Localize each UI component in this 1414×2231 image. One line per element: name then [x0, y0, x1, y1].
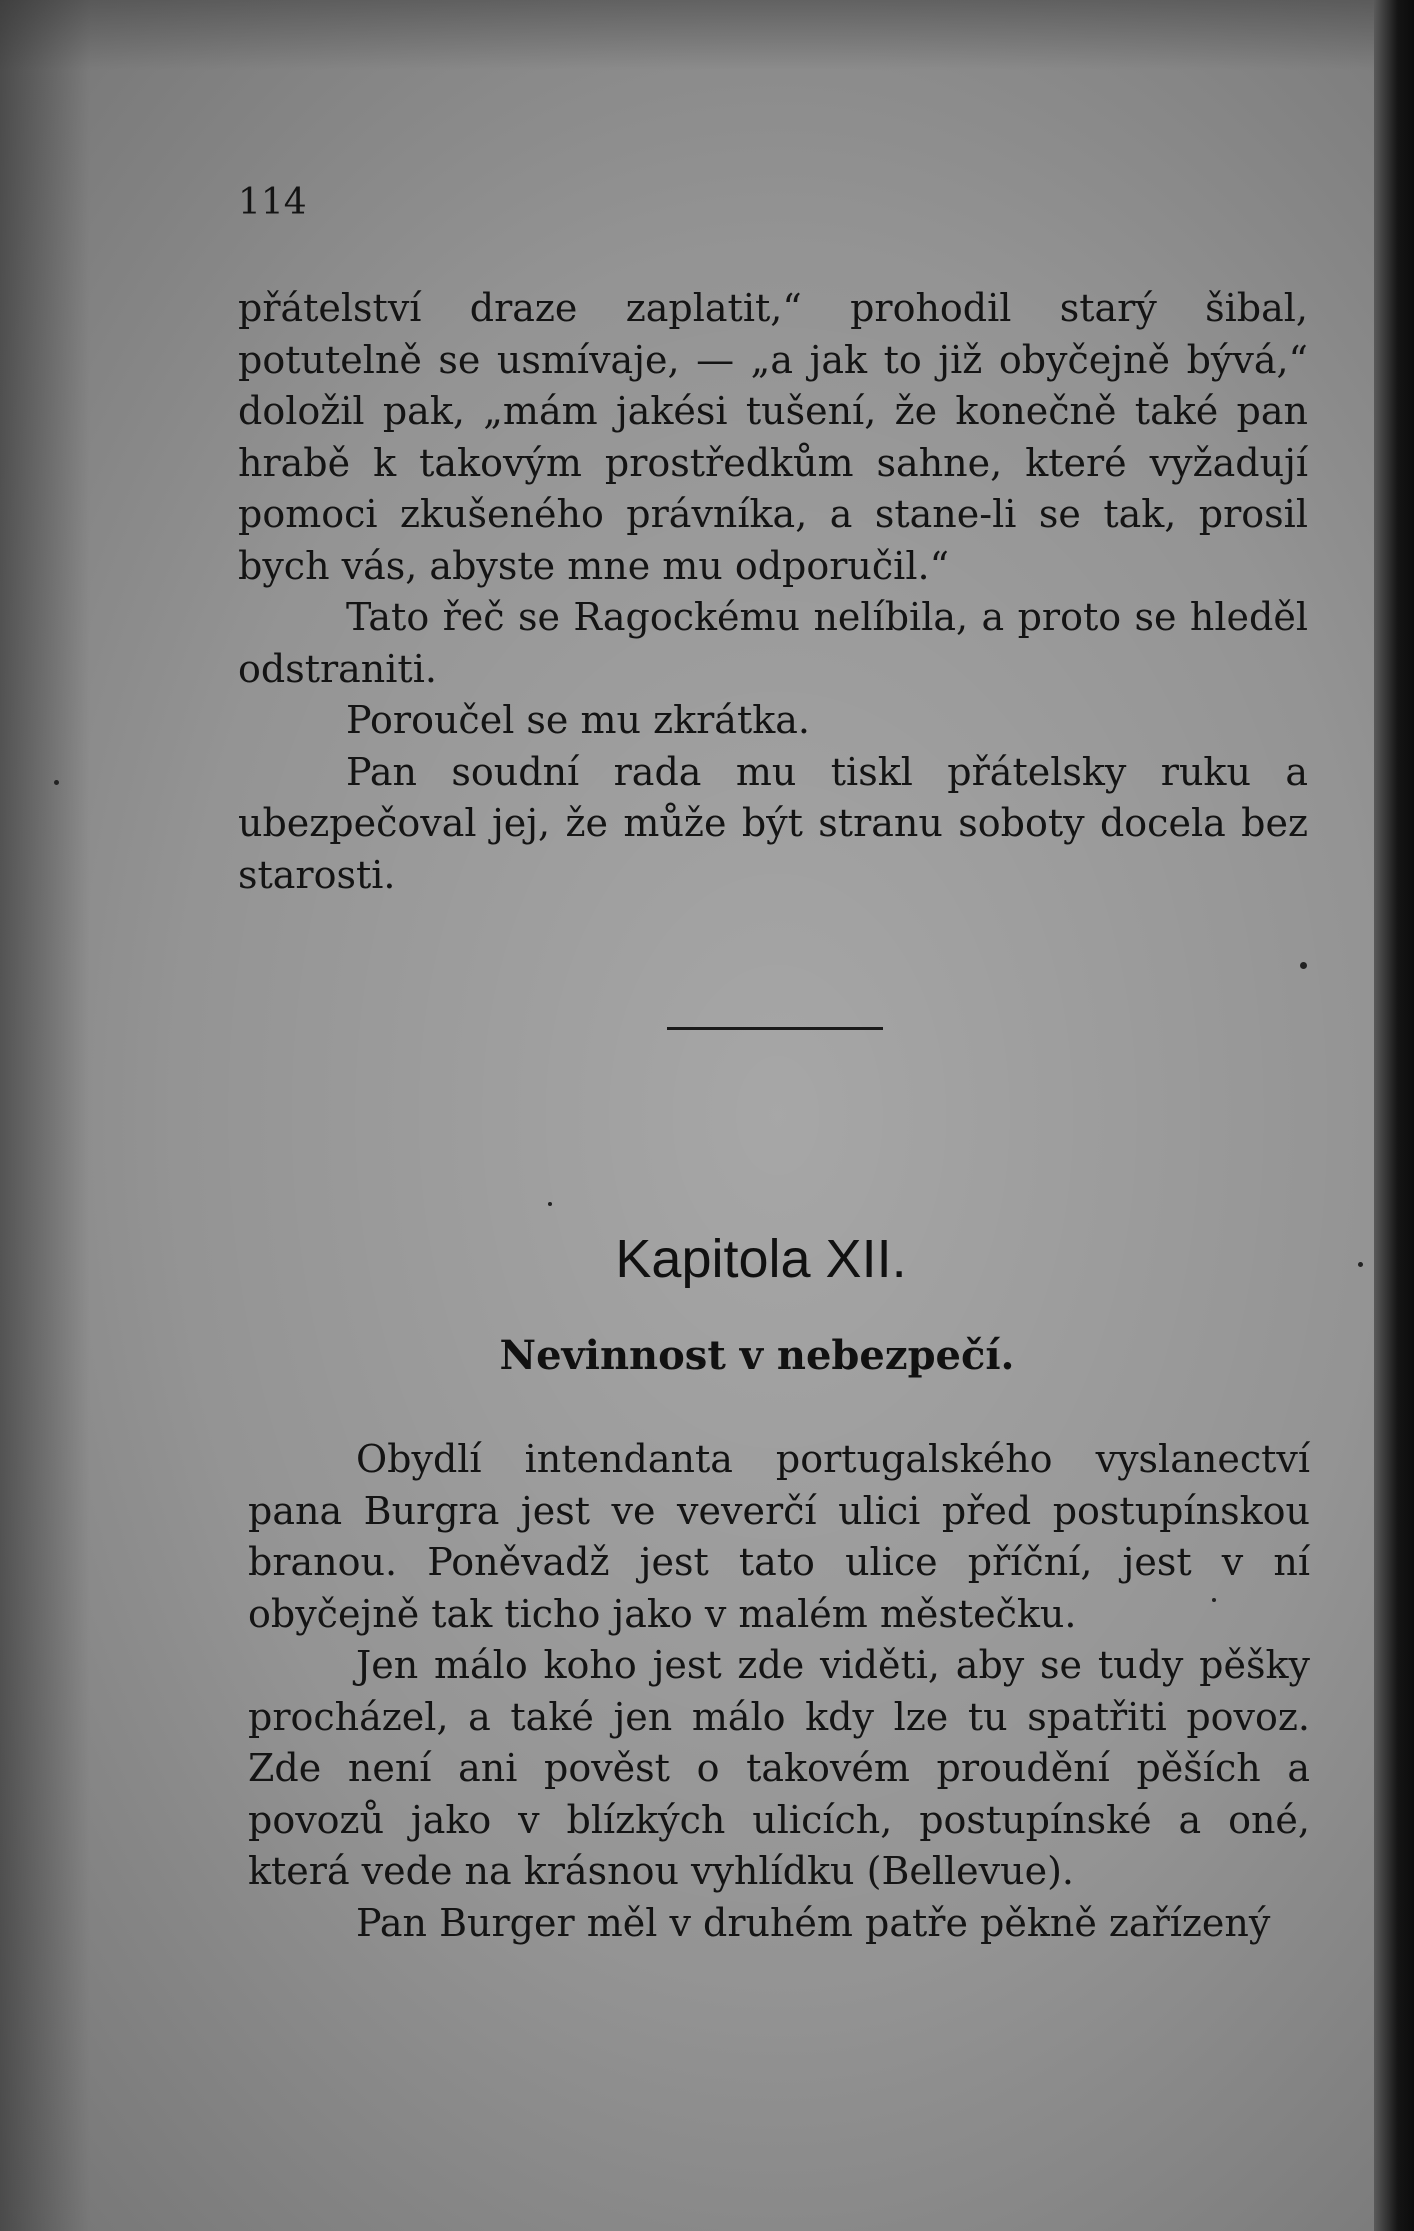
text-section-top: [238, 283, 1308, 901]
print-speck: [1212, 1598, 1216, 1602]
book-spine-edge: [1374, 0, 1414, 2231]
paragraph: Pan soudní rada mu tiskl přátelsky ruku a ubezpečoval jej, že může být stranu soboty docela bez starosti.: [238, 749, 1308, 897]
print-speck: [548, 1202, 552, 1206]
section-divider: [667, 1027, 883, 1030]
paragraph: Jen málo koho jest zde viděti, aby se tudy pěšky procházel, a také jen málo kdy lze tu spatřiti povoz. Zde není ani pověst o takovém proudění pěších a povozů jako v blízkých ulicích, postupínské a oné, která vede na krásnou vyhlídku (Bellevue).: [248, 1643, 1310, 1893]
paragraph: Tato řeč se Ragockému nelíbila, a proto se hleděl odstraniti.: [238, 595, 1308, 691]
print-speck: [1300, 962, 1307, 969]
page-shadow-top: [0, 0, 1414, 70]
chapter-title: Kapitola XII.: [615, 1229, 907, 1289]
paragraph: Poroučel se mu zkrátka.: [346, 698, 810, 742]
page-shadow-left: [0, 0, 90, 2231]
page-number: 114: [238, 182, 307, 223]
paragraph: Obydlí intendanta portugalského vyslanectví pana Burgra jest ve veverčí ulici před postupínskou branou. Poněvadž jest tato ulice příční, jest v ní obyčejně tak ticho jako v malém městečku.: [248, 1437, 1310, 1636]
print-speck: [54, 780, 59, 785]
paragraph-continuation: přátelství draze zaplatit,“ prohodil starý šibal, potutelně se usmívaje, — „a jak to již obyčejně bývá,“ doložil pak, „mám jakési tušení, že konečně také pan hrabě k takovým prostředkům sahne, které vyžadují pomoci zkušeného právníka, a stane-li se tak, prosil bych vás, abyste mne mu odporučil.“: [238, 286, 1308, 588]
text-section-bottom: [248, 1434, 1310, 1949]
paragraph: Pan Burger měl v druhém patře pěkně zařízený: [356, 1900, 1271, 1945]
chapter-subtitle: Nevinnost v nebezpečí.: [499, 1332, 1015, 1379]
print-speck: [1358, 1262, 1363, 1267]
